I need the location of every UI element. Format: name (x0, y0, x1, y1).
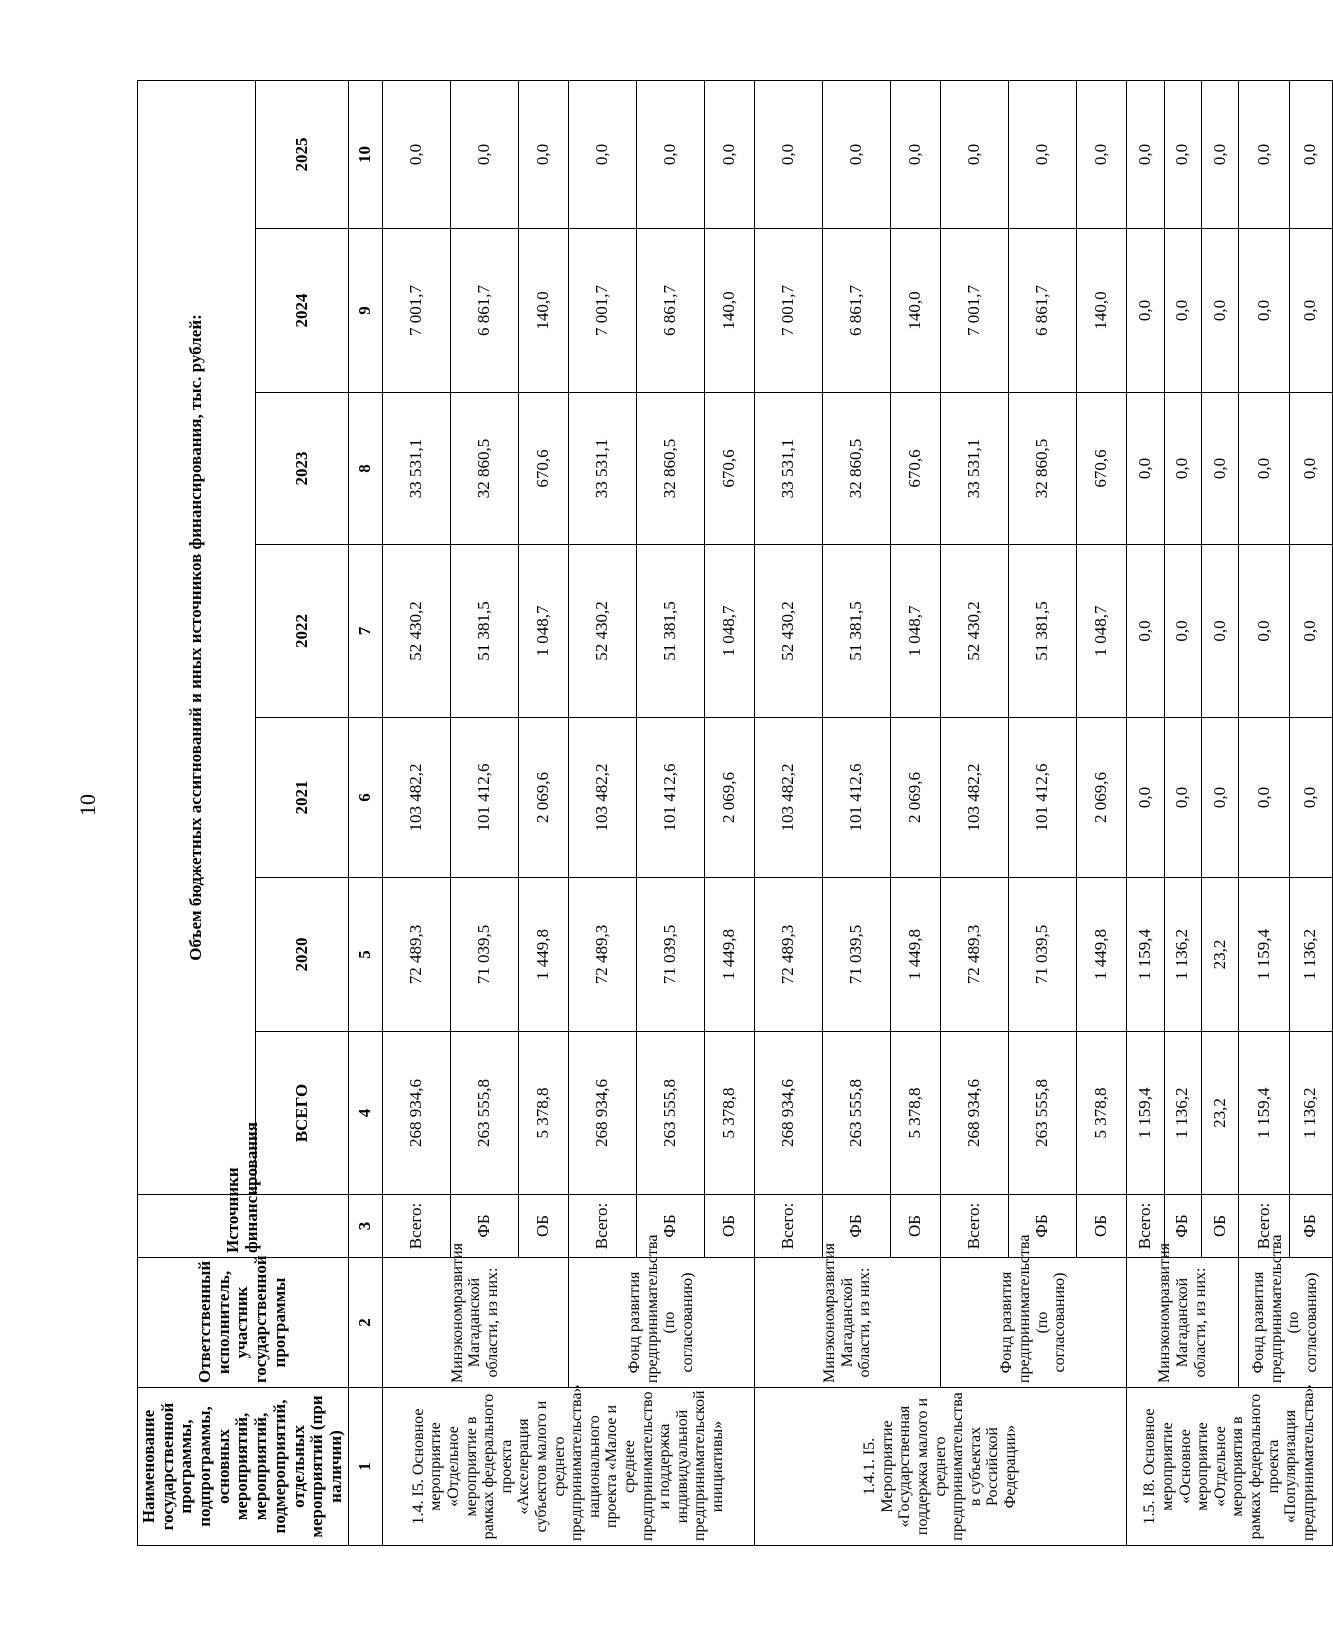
value-year: 0,0 (822, 80, 890, 228)
value-year: 2 069,6 (704, 718, 754, 878)
value-year: 0,0 (1239, 393, 1289, 545)
value-year: 1 159,4 (1239, 878, 1289, 1032)
funding-source: ФБ (1289, 1195, 1332, 1258)
value-year: 33 531,1 (568, 393, 636, 545)
table-row (1127, 80, 1164, 1545)
value-year: 0,0 (1164, 229, 1201, 393)
value-year: 6 861,7 (1009, 229, 1077, 393)
value-year: 0,0 (1201, 229, 1238, 393)
column-number: 9 (348, 229, 382, 393)
value-year: 140,0 (704, 229, 754, 393)
value-year: 1 449,8 (518, 878, 568, 1032)
value-year: 670,6 (1077, 393, 1127, 545)
header-volume: Объем бюджетных ассигнований и иных источников финансирования, тыс. рублей: (138, 80, 256, 1194)
value-year: 0,0 (1127, 229, 1164, 393)
value-year: 0,0 (636, 80, 704, 228)
value-year: 1 048,7 (518, 545, 568, 718)
value-year: 32 860,5 (450, 393, 518, 545)
value-year: 0,0 (1164, 80, 1201, 228)
funding-source: Всего: (754, 1195, 822, 1258)
funding-source: ФБ (1164, 1195, 1201, 1258)
value-year: 140,0 (891, 229, 941, 393)
value-total: 268 934,6 (754, 1032, 822, 1195)
value-year: 72 489,3 (754, 878, 822, 1032)
value-year: 2 069,6 (891, 718, 941, 878)
value-year: 103 482,2 (568, 718, 636, 878)
value-year: 52 430,2 (568, 545, 636, 718)
value-year: 0,0 (1127, 393, 1164, 545)
value-year: 33 531,1 (754, 393, 822, 545)
value-year: 71 039,5 (636, 878, 704, 1032)
funding-source: ФБ (636, 1195, 704, 1258)
header-year: 2023 (256, 393, 348, 545)
column-number: 6 (348, 718, 382, 878)
value-year: 0,0 (1164, 545, 1201, 718)
value-total: 23,2 (1201, 1032, 1238, 1195)
value-year: 71 039,5 (822, 878, 890, 1032)
value-total: 268 934,6 (382, 1032, 450, 1195)
value-year: 7 001,7 (568, 229, 636, 393)
executor: Минэкономразвития Магаданской области, из них: (1127, 1258, 1239, 1388)
column-number-row (348, 80, 382, 1545)
value-year: 7 001,7 (940, 229, 1008, 393)
column-number: 2 (348, 1258, 382, 1388)
value-total: 263 555,8 (1009, 1032, 1077, 1195)
funding-source: Всего: (568, 1195, 636, 1258)
funding-source: ФБ (822, 1195, 890, 1258)
table-row (754, 80, 822, 1545)
value-year: 0,0 (568, 80, 636, 228)
executor: Фонд развития предпринимательства (по согласованию) (568, 1258, 754, 1388)
value-year: 1 449,8 (1077, 878, 1127, 1032)
value-year: 0,0 (891, 80, 941, 228)
value-year: 51 381,5 (1009, 545, 1077, 718)
value-year: 0,0 (1289, 80, 1332, 228)
value-year: 2 069,6 (518, 718, 568, 878)
value-year: 71 039,5 (1009, 878, 1077, 1032)
header-col2: Ответственный исполнитель, участник государственной программы (138, 1258, 349, 1388)
value-year: 140,0 (1077, 229, 1127, 393)
value-year: 0,0 (754, 80, 822, 228)
value-year: 1 159,4 (1127, 878, 1164, 1032)
value-year: 32 860,5 (636, 393, 704, 545)
funding-source: ОБ (891, 1195, 941, 1258)
value-year: 0,0 (1127, 80, 1164, 228)
value-year: 0,0 (1239, 229, 1289, 393)
value-year: 33 531,1 (382, 393, 450, 545)
value-year: 0,0 (450, 80, 518, 228)
value-year: 72 489,3 (382, 878, 450, 1032)
funding-source: ФБ (1009, 1195, 1077, 1258)
column-number: 1 (348, 1388, 382, 1546)
value-year: 103 482,2 (754, 718, 822, 878)
value-year: 0,0 (382, 80, 450, 228)
column-number: 3 (348, 1195, 382, 1258)
value-year: 0,0 (1127, 718, 1164, 878)
value-year: 101 412,6 (450, 718, 518, 878)
funding-source: Всего: (940, 1195, 1008, 1258)
value-year: 670,6 (704, 393, 754, 545)
value-year: 1 048,7 (704, 545, 754, 718)
value-year: 52 430,2 (754, 545, 822, 718)
value-year: 23,2 (1201, 878, 1238, 1032)
measure-name: 1.5. I8. Основное мероприятие «Основное мероприятие «Отдельное мероприятия в рамках федерального проекта «Популяризация предпринимательства» (1127, 1388, 1333, 1546)
value-total: 1 136,2 (1289, 1032, 1332, 1195)
value-year: 103 482,2 (382, 718, 450, 878)
value-year: 33 531,1 (940, 393, 1008, 545)
rotated-table-wrapper (137, 81, 1321, 1546)
table-row (568, 80, 636, 1545)
value-year: 0,0 (1009, 80, 1077, 228)
funding-source: Всего: (382, 1195, 450, 1258)
value-year: 0,0 (1289, 718, 1332, 878)
value-year: 0,0 (1239, 718, 1289, 878)
header-year: 2021 (256, 718, 348, 878)
header-year: 2022 (256, 545, 348, 718)
value-total: 5 378,8 (891, 1032, 941, 1195)
value-year: 0,0 (1164, 393, 1201, 545)
value-year: 0,0 (704, 80, 754, 228)
executor: Фонд развития предпринимательства (по согласованию) (940, 1258, 1126, 1388)
value-year: 1 449,8 (891, 878, 941, 1032)
value-year: 6 861,7 (450, 229, 518, 393)
value-year: 6 861,7 (636, 229, 704, 393)
value-total: 5 378,8 (704, 1032, 754, 1195)
value-year: 71 039,5 (450, 878, 518, 1032)
funding-source: Всего: (1239, 1195, 1289, 1258)
value-year: 0,0 (1289, 393, 1332, 545)
value-total: 263 555,8 (450, 1032, 518, 1195)
value-year: 1 048,7 (1077, 545, 1127, 718)
value-year: 32 860,5 (1009, 393, 1077, 545)
header-year: 2025 (256, 80, 348, 228)
value-total: 5 378,8 (518, 1032, 568, 1195)
header-year: 2024 (256, 229, 348, 393)
column-number: 4 (348, 1032, 382, 1195)
value-year: 0,0 (1164, 718, 1201, 878)
value-year: 7 001,7 (754, 229, 822, 393)
value-year: 6 861,7 (822, 229, 890, 393)
value-year: 0,0 (518, 80, 568, 228)
value-total: 5 378,8 (1077, 1032, 1127, 1195)
measure-name: 1.4.1. I5. Мероприятие «Государственная поддержка малого и среднего предпринимательства в субъектах Российской Федерации» (754, 1388, 1126, 1546)
value-total: 263 555,8 (822, 1032, 890, 1195)
page-number: 10 (75, 794, 100, 816)
column-number: 7 (348, 545, 382, 718)
value-year: 670,6 (891, 393, 941, 545)
table-row (940, 80, 1008, 1545)
value-year: 52 430,2 (382, 545, 450, 718)
column-number: 10 (348, 80, 382, 228)
funding-source: ФБ (450, 1195, 518, 1258)
header-col1: Наименование государственной программы, подпрограммы, основных мероприятий, мероприятий, подмероприятий, отдельных мероприятий (при наличии) (138, 1388, 349, 1546)
value-year: 0,0 (1201, 393, 1238, 545)
header-row-1 (138, 80, 256, 1545)
funding-source: ОБ (1077, 1195, 1127, 1258)
value-year: 0,0 (1239, 80, 1289, 228)
value-year: 103 482,2 (940, 718, 1008, 878)
value-year: 0,0 (1077, 80, 1127, 228)
value-year: 0,0 (1127, 545, 1164, 718)
header-total: ВСЕГО (256, 1032, 348, 1195)
column-number: 5 (348, 878, 382, 1032)
value-year: 32 860,5 (822, 393, 890, 545)
value-year: 101 412,6 (822, 718, 890, 878)
measure-name: 1.4. I5. Основное мероприятие «Отдельное мероприятие в рамках федерального проекта «Акселерация субъектов малого и среднего предпринимательства» национального проекта «Малое и среднее предпринимательство и поддержка индивидуальной предпринимательской инициативы» (382, 1388, 754, 1546)
budget-table (137, 80, 1333, 1546)
value-year: 0,0 (1201, 80, 1238, 228)
funding-source: ОБ (704, 1195, 754, 1258)
column-number: 8 (348, 393, 382, 545)
header-col3: Источники финансирования (138, 1195, 349, 1258)
table-row (1239, 80, 1289, 1545)
value-total: 1 159,4 (1239, 1032, 1289, 1195)
value-total: 268 934,6 (940, 1032, 1008, 1195)
value-year: 1 048,7 (891, 545, 941, 718)
funding-source: ОБ (1201, 1195, 1238, 1258)
value-total: 263 555,8 (636, 1032, 704, 1195)
value-year: 0,0 (1201, 718, 1238, 878)
table-body (382, 80, 1332, 1545)
table-row (382, 80, 450, 1545)
header-year: 2020 (256, 878, 348, 1032)
value-total: 1 159,4 (1127, 1032, 1164, 1195)
value-year: 101 412,6 (1009, 718, 1077, 878)
value-year: 72 489,3 (568, 878, 636, 1032)
value-year: 51 381,5 (450, 545, 518, 718)
executor: Фонд развития предпринимательства (по согласованию) (1239, 1258, 1332, 1388)
value-year: 7 001,7 (382, 229, 450, 393)
value-year: 0,0 (1239, 545, 1289, 718)
value-year: 1 136,2 (1289, 878, 1332, 1032)
executor: Минэкономразвития Магаданской области, из них: (382, 1258, 568, 1388)
value-year: 0,0 (940, 80, 1008, 228)
value-year: 0,0 (1201, 545, 1238, 718)
funding-source: Всего: (1127, 1195, 1164, 1258)
value-year: 51 381,5 (822, 545, 890, 718)
value-year: 2 069,6 (1077, 718, 1127, 878)
value-year: 72 489,3 (940, 878, 1008, 1032)
value-year: 0,0 (1289, 545, 1332, 718)
value-year: 670,6 (518, 393, 568, 545)
value-year: 101 412,6 (636, 718, 704, 878)
value-total: 268 934,6 (568, 1032, 636, 1195)
value-total: 1 136,2 (1164, 1032, 1201, 1195)
value-year: 140,0 (518, 229, 568, 393)
value-year: 51 381,5 (636, 545, 704, 718)
funding-source: ОБ (518, 1195, 568, 1258)
executor: Минэкономразвития Магаданской области, из них: (754, 1258, 940, 1388)
value-year: 0,0 (1289, 229, 1332, 393)
value-year: 52 430,2 (940, 545, 1008, 718)
value-year: 1 136,2 (1164, 878, 1201, 1032)
value-year: 1 449,8 (704, 878, 754, 1032)
